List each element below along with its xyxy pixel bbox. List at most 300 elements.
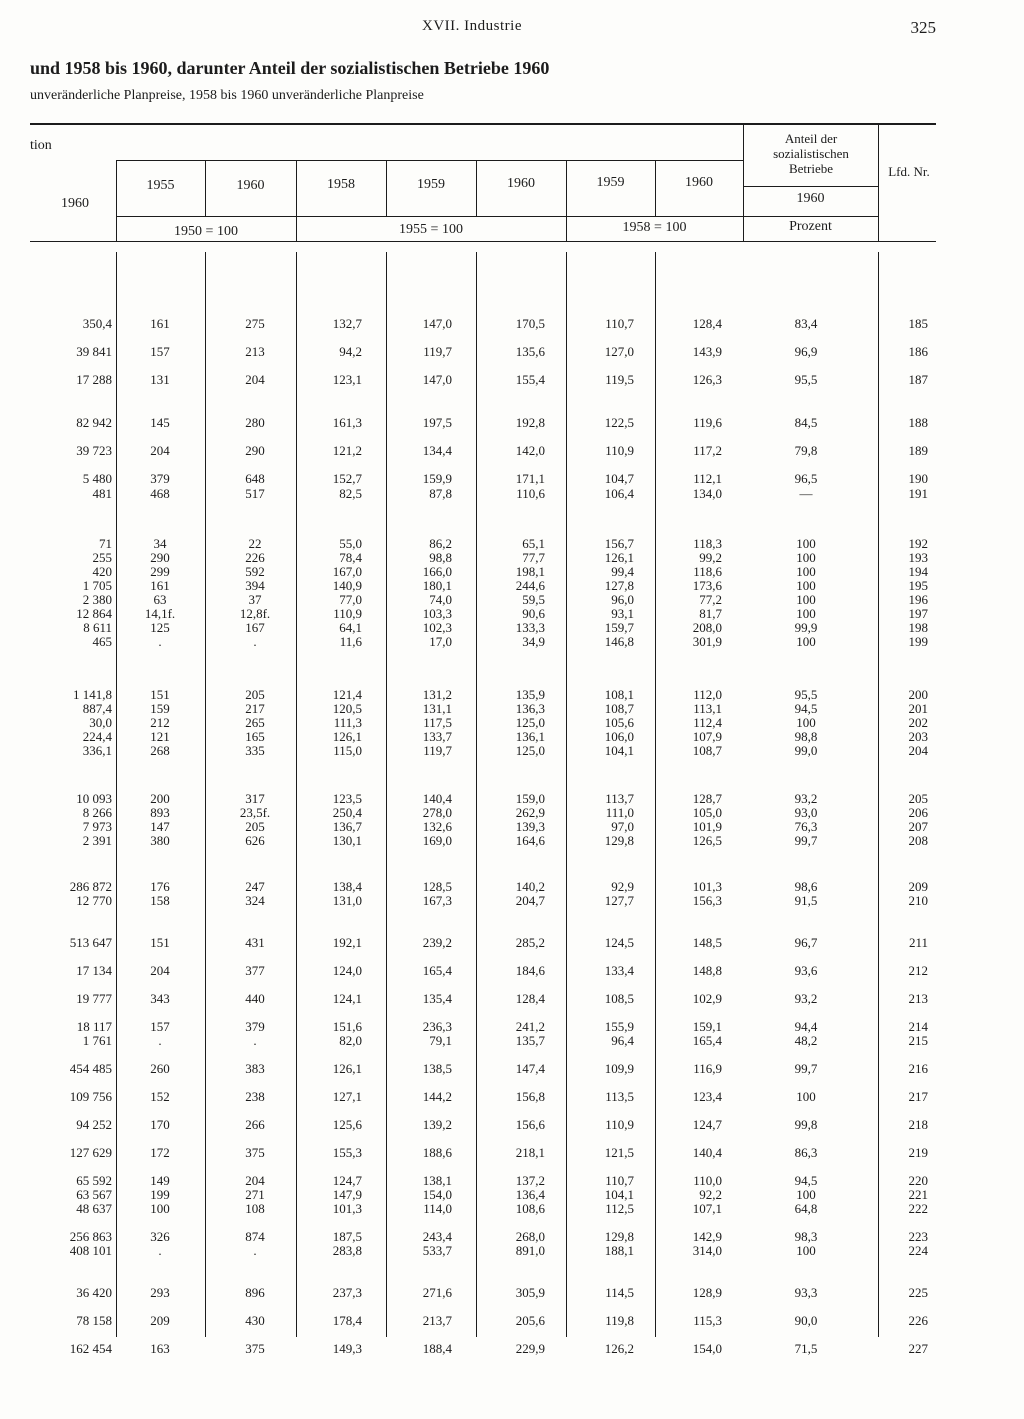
cell-lfd-nr: 198 — [908, 620, 928, 635]
cell-idx-1960-on-1955: 305,9 — [515, 1285, 545, 1300]
cell-value-1960: 420 — [92, 564, 112, 579]
cell-share-socialist: 99,7 — [794, 833, 818, 848]
cell-idx-1960-on-1958: 173,6 — [692, 578, 722, 593]
cell-idx-1959-on-1955: 139,2 — [422, 1117, 452, 1132]
cell-idx-1955-on-1950: 290 — [150, 550, 170, 565]
cell-share-socialist: 100 — [796, 634, 816, 649]
cell-idx-1960-on-1958: 112,0 — [693, 687, 722, 702]
cell-value-1960: 162 454 — [69, 1341, 112, 1356]
cell-idx-1959-on-1955: 131,2 — [422, 687, 452, 702]
lfd-nr-header: Lfd. Nr. — [888, 164, 930, 179]
cell-value-1960: 127 629 — [69, 1145, 112, 1160]
cell-value-1960: 255 — [92, 550, 112, 565]
cell-idx-1955-on-1950: 268 — [150, 743, 170, 758]
column-divider — [296, 252, 297, 1337]
cell-idx-1960-on-1958: 126,5 — [692, 833, 722, 848]
cell-idx-1958-on-1955: 121,2 — [332, 443, 362, 458]
cell-idx-1959-on-1958: 104,1 — [604, 743, 634, 758]
cell-idx-1960-on-1950: 167 — [245, 620, 265, 635]
cell-lfd-nr: 206 — [908, 805, 928, 820]
cell-idx-1960-on-1950: 205 — [245, 687, 265, 702]
cell-lfd-nr: 205 — [908, 791, 928, 806]
cell-idx-1959-on-1955: 86,2 — [429, 536, 452, 551]
cell-idx-1959-on-1958: 111,0 — [605, 805, 634, 820]
cell-idx-1959-on-1955: 138,1 — [422, 1173, 452, 1188]
cell-share-socialist: 95,5 — [794, 687, 818, 702]
cell-idx-1955-on-1950: 157 — [150, 344, 170, 359]
cell-idx-1960-on-1950: 375 — [245, 1145, 265, 1160]
cell-idx-1959-on-1955: 144,2 — [422, 1089, 452, 1104]
cell-idx-1955-on-1950: 161 — [150, 316, 170, 331]
cell-value-1960: 30,0 — [89, 715, 112, 730]
cell-idx-1955-on-1950: 100 — [150, 1201, 170, 1216]
cell-idx-1959-on-1958: 129,8 — [604, 1229, 634, 1244]
cell-idx-1959-on-1955: 197,5 — [422, 415, 452, 430]
cell-idx-1955-on-1950: 14,1f. — [144, 606, 176, 621]
cell-lfd-nr: 227 — [908, 1341, 928, 1356]
cell-idx-1959-on-1958: 106,0 — [604, 729, 634, 744]
cell-idx-1960-on-1958: 118,3 — [693, 536, 722, 551]
cell-idx-1960-on-1958: 92,2 — [699, 1187, 722, 1202]
cell-idx-1959-on-1955: 271,6 — [422, 1285, 452, 1300]
col0-year-header: 1960 — [61, 196, 89, 211]
cell-idx-1958-on-1955: 136,7 — [332, 819, 362, 834]
cell-idx-1960-on-1950: 204 — [245, 372, 265, 387]
cell-share-socialist: 94,5 — [794, 701, 818, 716]
cell-idx-1960-on-1955: 125,0 — [515, 743, 545, 758]
year-group-rule — [116, 160, 743, 161]
cell-idx-1955-on-1950: 200 — [150, 791, 170, 806]
g2-base-header: 1955 = 100 — [399, 222, 463, 237]
cell-idx-1959-on-1958: 97,0 — [611, 819, 634, 834]
cell-value-1960: 10 093 — [76, 791, 112, 806]
cell-idx-1959-on-1958: 127,0 — [604, 344, 634, 359]
cell-idx-1960-on-1958: 105,0 — [692, 805, 722, 820]
cell-idx-1960-on-1955: 128,4 — [515, 991, 545, 1006]
cell-idx-1960-on-1955: 90,6 — [522, 606, 545, 621]
cell-idx-1960-on-1958: 143,9 — [692, 344, 722, 359]
cell-idx-1959-on-1958: 110,7 — [605, 1173, 634, 1188]
cell-idx-1958-on-1955: 123,5 — [332, 791, 362, 806]
cell-idx-1960-on-1958: 115,3 — [693, 1313, 722, 1328]
cell-share-socialist: — — [799, 486, 813, 501]
cell-idx-1958-on-1955: 121,4 — [332, 687, 362, 702]
cell-idx-1955-on-1950: 149 — [150, 1173, 170, 1188]
cell-share-socialist: 100 — [796, 715, 816, 730]
cell-idx-1960-on-1950: 213 — [245, 344, 265, 359]
cell-lfd-nr: 211 — [908, 935, 928, 950]
cell-value-1960: 8 611 — [83, 620, 112, 635]
cell-value-1960: 887,4 — [82, 701, 112, 716]
cell-idx-1959-on-1955: 98,8 — [429, 550, 452, 565]
cell-idx-1958-on-1955: 82,5 — [339, 486, 362, 501]
cell-idx-1959-on-1955: 180,1 — [422, 578, 452, 593]
cell-share-socialist: 91,5 — [794, 893, 818, 908]
cell-idx-1959-on-1955: 134,4 — [422, 443, 452, 458]
cell-value-1960: 65 592 — [76, 1173, 112, 1188]
cell-value-1960: 19 777 — [76, 991, 112, 1006]
cell-idx-1959-on-1958: 119,5 — [605, 372, 634, 387]
cell-value-1960: 336,1 — [82, 743, 112, 758]
cell-idx-1959-on-1955: 114,0 — [423, 1201, 452, 1216]
cell-lfd-nr: 187 — [908, 372, 928, 387]
cell-idx-1960-on-1950: 108 — [245, 1201, 265, 1216]
cell-idx-1960-on-1958: 119,6 — [693, 415, 722, 430]
cell-idx-1960-on-1955: 133,3 — [515, 620, 545, 635]
cell-idx-1958-on-1955: 11,6 — [339, 634, 362, 649]
cell-idx-1955-on-1950: 131 — [150, 372, 170, 387]
cell-idx-1960-on-1955: 164,6 — [515, 833, 545, 848]
cell-idx-1955-on-1950: 260 — [150, 1061, 170, 1076]
cell-idx-1958-on-1955: 82,0 — [339, 1033, 362, 1048]
cell-lfd-nr: 191 — [908, 486, 928, 501]
cell-idx-1955-on-1950: 293 — [150, 1285, 170, 1300]
cell-lfd-nr: 197 — [908, 606, 928, 621]
cell-idx-1958-on-1955: 130,1 — [332, 833, 362, 848]
cell-idx-1955-on-1950: 159 — [150, 701, 170, 716]
cell-idx-1955-on-1950: 121 — [150, 729, 170, 744]
share-unit-header: Prozent — [789, 219, 832, 234]
cell-idx-1960-on-1955: 262,9 — [515, 805, 545, 820]
cell-share-socialist: 93,0 — [794, 805, 818, 820]
cell-lfd-nr: 192 — [908, 536, 928, 551]
cell-share-socialist: 76,3 — [794, 819, 818, 834]
stub-label: tion — [30, 138, 52, 153]
column-divider — [205, 252, 206, 1337]
cell-idx-1959-on-1955: 128,5 — [422, 879, 452, 894]
cell-idx-1960-on-1950: 238 — [245, 1089, 265, 1104]
cell-idx-1958-on-1955: 155,3 — [332, 1145, 362, 1160]
cell-idx-1958-on-1955: 167,0 — [332, 564, 362, 579]
cell-idx-1955-on-1950: 326 — [150, 1229, 170, 1244]
cell-idx-1959-on-1958: 93,1 — [611, 606, 634, 621]
cell-idx-1960-on-1950: 626 — [245, 833, 265, 848]
g3-year2-header: 1960 — [685, 175, 713, 190]
cell-idx-1959-on-1958: 96,0 — [611, 592, 634, 607]
cell-share-socialist: 99,9 — [794, 620, 818, 635]
g1-base-header: 1950 = 100 — [174, 224, 238, 239]
cell-idx-1958-on-1955: 111,3 — [333, 715, 362, 730]
cell-idx-1958-on-1955: 140,9 — [332, 578, 362, 593]
column-divider — [386, 252, 387, 1337]
cell-idx-1959-on-1958: 112,5 — [605, 1201, 634, 1216]
cell-idx-1955-on-1950: 204 — [150, 443, 170, 458]
cell-idx-1959-on-1955: 243,4 — [422, 1229, 452, 1244]
cell-value-1960: 465 — [92, 634, 112, 649]
cell-idx-1959-on-1958: 124,5 — [604, 935, 634, 950]
cell-idx-1958-on-1955: 161,3 — [332, 415, 362, 430]
cell-idx-1960-on-1958: 107,9 — [692, 729, 722, 744]
cell-share-socialist: 99,7 — [794, 1061, 818, 1076]
cell-idx-1960-on-1958: 148,8 — [692, 963, 722, 978]
cell-value-1960: 36 420 — [76, 1285, 112, 1300]
cell-idx-1955-on-1950: 147 — [150, 819, 170, 834]
cell-idx-1960-on-1955: 171,1 — [515, 471, 545, 486]
cell-idx-1960-on-1958: 101,3 — [692, 879, 722, 894]
cell-idx-1959-on-1958: 127,7 — [604, 893, 634, 908]
cell-idx-1959-on-1955: 147,0 — [422, 316, 452, 331]
cell-lfd-nr: 222 — [908, 1201, 928, 1216]
cell-idx-1960-on-1950: 375 — [245, 1341, 265, 1356]
cell-idx-1955-on-1950: . — [158, 1243, 162, 1258]
cell-share-socialist: 100 — [796, 564, 816, 579]
cell-idx-1955-on-1950: 343 — [150, 991, 170, 1006]
cell-idx-1959-on-1955: 154,0 — [422, 1187, 452, 1202]
cell-idx-1959-on-1955: 166,0 — [422, 564, 452, 579]
cell-idx-1959-on-1955: 117,5 — [423, 715, 452, 730]
cell-value-1960: 71 — [99, 536, 112, 551]
cell-idx-1960-on-1955: 159,0 — [515, 791, 545, 806]
cell-share-socialist: 93,3 — [794, 1285, 818, 1300]
cell-lfd-nr: 194 — [908, 564, 928, 579]
cell-idx-1959-on-1958: 127,8 — [604, 578, 634, 593]
cell-lfd-nr: 208 — [908, 833, 928, 848]
cell-share-socialist: 79,8 — [794, 443, 818, 458]
cell-idx-1955-on-1950: 63 — [153, 592, 167, 607]
cell-share-socialist: 100 — [796, 550, 816, 565]
cell-idx-1960-on-1955: 241,2 — [515, 1019, 545, 1034]
cell-idx-1959-on-1958: 126,2 — [604, 1341, 634, 1356]
g1-year2-header: 1960 — [236, 178, 265, 193]
cell-idx-1959-on-1958: 119,8 — [605, 1313, 634, 1328]
cell-share-socialist: 93,6 — [794, 963, 818, 978]
cell-value-1960: 17 134 — [76, 963, 112, 978]
cell-idx-1955-on-1950: 161 — [150, 578, 170, 593]
cell-idx-1960-on-1950: 280 — [245, 415, 265, 430]
cell-share-socialist: 99,8 — [794, 1117, 818, 1132]
share-year-header: 1960 — [796, 191, 825, 206]
cell-idx-1960-on-1955: 156,8 — [515, 1089, 545, 1104]
cell-idx-1960-on-1958: 108,7 — [692, 743, 722, 758]
cell-share-socialist: 71,5 — [794, 1341, 818, 1356]
cell-idx-1959-on-1955: 103,3 — [422, 606, 452, 621]
cell-idx-1960-on-1950: 317 — [245, 791, 265, 806]
cell-idx-1960-on-1958: 128,7 — [692, 791, 722, 806]
cell-idx-1960-on-1958: 113,1 — [693, 701, 722, 716]
cell-idx-1958-on-1955: 120,5 — [332, 701, 362, 716]
cell-idx-1960-on-1950: 592 — [245, 564, 265, 579]
cell-idx-1960-on-1950: 379 — [245, 1019, 265, 1034]
cell-idx-1960-on-1958: 118,6 — [693, 564, 722, 579]
cell-idx-1959-on-1958: 122,5 — [604, 415, 634, 430]
cell-idx-1959-on-1958: 108,1 — [604, 687, 634, 702]
cell-idx-1959-on-1958: 188,1 — [604, 1243, 634, 1258]
cell-idx-1955-on-1950: . — [158, 1033, 162, 1048]
cell-idx-1960-on-1955: 268,0 — [515, 1229, 545, 1244]
cell-idx-1960-on-1958: 107,1 — [692, 1201, 722, 1216]
cell-idx-1960-on-1958: 140,4 — [692, 1145, 722, 1160]
cell-idx-1955-on-1950: 145 — [150, 415, 170, 430]
cell-idx-1959-on-1955: 79,1 — [429, 1033, 452, 1048]
cell-idx-1959-on-1958: 104,7 — [604, 471, 634, 486]
cell-idx-1959-on-1955: 17,0 — [429, 634, 452, 649]
cell-idx-1955-on-1950: 212 — [150, 715, 170, 730]
cell-idx-1959-on-1958: 110,9 — [605, 1117, 634, 1132]
cell-value-1960: 224,4 — [82, 729, 112, 744]
cell-share-socialist: 100 — [796, 536, 816, 551]
cell-idx-1960-on-1955: 110,6 — [516, 486, 545, 501]
cell-idx-1960-on-1950: 271 — [245, 1187, 265, 1202]
cell-idx-1955-on-1950: 125 — [150, 620, 170, 635]
cell-idx-1959-on-1958: 156,7 — [604, 536, 634, 551]
cell-idx-1959-on-1958: 126,1 — [604, 550, 634, 565]
cell-share-socialist: 100 — [796, 1243, 816, 1258]
cell-idx-1960-on-1958: 128,9 — [692, 1285, 722, 1300]
column-divider — [878, 252, 879, 1337]
page-number: 325 — [910, 18, 936, 37]
cell-idx-1960-on-1958: 77,2 — [699, 592, 722, 607]
cell-idx-1958-on-1955: 77,0 — [339, 592, 362, 607]
cell-idx-1958-on-1955: 124,1 — [332, 991, 362, 1006]
cell-idx-1958-on-1955: 132,7 — [332, 316, 362, 331]
cell-idx-1960-on-1958: 301,9 — [692, 634, 722, 649]
cell-idx-1960-on-1955: 136,1 — [515, 729, 545, 744]
cell-idx-1958-on-1955: 126,1 — [332, 729, 362, 744]
cell-value-1960: 1 705 — [82, 578, 112, 593]
cell-share-socialist: 94,5 — [794, 1173, 818, 1188]
top-rule — [30, 123, 936, 125]
cell-idx-1960-on-1955: 137,2 — [515, 1173, 545, 1188]
cell-value-1960: 109 756 — [69, 1089, 112, 1104]
cell-idx-1960-on-1950: 430 — [245, 1313, 265, 1328]
cell-idx-1955-on-1950: 199 — [150, 1187, 170, 1202]
cell-share-socialist: 100 — [796, 606, 816, 621]
cell-idx-1959-on-1955: 147,0 — [422, 372, 452, 387]
cell-idx-1959-on-1955: 533,7 — [422, 1243, 452, 1258]
cell-idx-1960-on-1958: 314,0 — [692, 1243, 722, 1258]
cell-value-1960: 286 872 — [69, 879, 112, 894]
cell-value-1960: 454 485 — [69, 1061, 112, 1076]
cell-idx-1960-on-1950: 12,8f. — [239, 606, 271, 621]
cell-idx-1960-on-1958: 154,0 — [692, 1341, 722, 1356]
cell-idx-1959-on-1958: 110,9 — [605, 443, 634, 458]
cell-lfd-nr: 210 — [908, 893, 928, 908]
cell-idx-1959-on-1958: 96,4 — [611, 1033, 634, 1048]
cell-idx-1958-on-1955: 110,9 — [333, 606, 362, 621]
cell-lfd-nr: 195 — [908, 578, 928, 593]
cell-idx-1960-on-1958: 165,4 — [692, 1033, 722, 1048]
cell-share-socialist: 98,8 — [794, 729, 818, 744]
cell-share-socialist: 100 — [796, 1187, 816, 1202]
header-bottom-rule — [30, 241, 936, 242]
cell-idx-1960-on-1955: 140,2 — [515, 879, 545, 894]
cell-lfd-nr: 199 — [908, 634, 928, 649]
g3-base-header: 1958 = 100 — [622, 220, 687, 235]
cell-idx-1959-on-1955: 140,4 — [422, 791, 452, 806]
cell-idx-1960-on-1955: 147,4 — [515, 1061, 545, 1076]
cell-idx-1959-on-1958: 104,1 — [604, 1187, 634, 1202]
cell-lfd-nr: 224 — [908, 1243, 928, 1258]
cell-idx-1960-on-1958: 117,2 — [693, 443, 722, 458]
cell-idx-1959-on-1958: 113,5 — [605, 1089, 634, 1104]
cell-value-1960: 82 942 — [76, 415, 112, 430]
g2-year3-header: 1960 — [507, 176, 535, 191]
column-divider — [116, 252, 117, 1337]
cell-idx-1960-on-1950: 165 — [245, 729, 265, 744]
base-row-rule — [116, 216, 878, 217]
cell-share-socialist: 96,7 — [794, 935, 818, 950]
cell-idx-1955-on-1950: . — [158, 634, 162, 649]
column-divider — [655, 252, 656, 1337]
cell-value-1960: 18 117 — [76, 1019, 112, 1034]
cell-idx-1960-on-1950: 431 — [245, 935, 265, 950]
cell-idx-1960-on-1955: 204,7 — [515, 893, 545, 908]
cell-idx-1960-on-1950: 22 — [248, 536, 262, 551]
cell-idx-1958-on-1955: 124,7 — [332, 1173, 362, 1188]
cell-idx-1958-on-1955: 250,4 — [332, 805, 362, 820]
cell-idx-1959-on-1958: 92,9 — [611, 879, 634, 894]
cell-idx-1959-on-1958: 99,4 — [611, 564, 634, 579]
cell-idx-1960-on-1955: 218,1 — [515, 1145, 545, 1160]
column-divider — [566, 252, 567, 1337]
cell-idx-1960-on-1955: 155,4 — [515, 372, 545, 387]
cell-idx-1959-on-1958: 110,7 — [605, 316, 634, 331]
cell-idx-1959-on-1955: 87,8 — [429, 486, 452, 501]
cell-idx-1960-on-1955: 108,6 — [515, 1201, 545, 1216]
cell-share-socialist: 86,3 — [794, 1145, 818, 1160]
cell-idx-1960-on-1958: 126,3 — [692, 372, 722, 387]
cell-idx-1955-on-1950: 379 — [150, 471, 170, 486]
cell-idx-1955-on-1950: 176 — [150, 879, 170, 894]
cell-value-1960: 17 288 — [76, 372, 112, 387]
cell-idx-1958-on-1955: 101,3 — [332, 1201, 362, 1216]
cell-idx-1959-on-1955: 169,0 — [422, 833, 452, 848]
cell-idx-1960-on-1950: 275 — [245, 316, 265, 331]
cell-lfd-nr: 223 — [908, 1229, 928, 1244]
cell-lfd-nr: 221 — [908, 1187, 928, 1202]
cell-value-1960: 2 391 — [82, 833, 112, 848]
cell-value-1960: 408 101 — [69, 1243, 112, 1258]
cell-idx-1959-on-1955: 135,4 — [422, 991, 452, 1006]
cell-lfd-nr: 185 — [908, 316, 928, 331]
cell-idx-1955-on-1950: 152 — [150, 1089, 170, 1104]
share-header: Anteil der sozialistischen Betriebe — [773, 131, 849, 176]
cell-idx-1959-on-1958: 155,9 — [604, 1019, 634, 1034]
cell-lfd-nr: 220 — [908, 1173, 928, 1188]
cell-idx-1955-on-1950: 299 — [150, 564, 170, 579]
cell-idx-1960-on-1958: 102,9 — [692, 991, 722, 1006]
cell-value-1960: 5 480 — [82, 471, 112, 486]
g1-year1-header: 1955 — [146, 178, 175, 193]
cell-share-socialist: 96,5 — [794, 471, 818, 486]
cell-lfd-nr: 186 — [908, 344, 928, 359]
cell-idx-1959-on-1958: 108,5 — [604, 991, 634, 1006]
cell-lfd-nr: 204 — [908, 743, 928, 758]
cell-lfd-nr: 207 — [908, 819, 928, 834]
cell-idx-1959-on-1955: 119,7 — [423, 743, 452, 758]
cell-lfd-nr: 226 — [908, 1313, 928, 1328]
cell-idx-1960-on-1955: 34,9 — [522, 634, 545, 649]
cell-idx-1959-on-1958: 106,4 — [604, 486, 634, 501]
column-divider — [476, 252, 477, 1337]
cell-idx-1958-on-1955: 237,3 — [332, 1285, 362, 1300]
cell-share-socialist: 64,8 — [794, 1201, 818, 1216]
cell-idx-1959-on-1958: 121,5 — [604, 1145, 634, 1160]
cell-idx-1960-on-1958: 99,2 — [699, 550, 722, 565]
cell-share-socialist: 83,4 — [794, 316, 818, 331]
cell-value-1960: 63 567 — [76, 1187, 112, 1202]
cell-idx-1959-on-1958: 105,6 — [604, 715, 634, 730]
cell-share-socialist: 94,4 — [794, 1019, 818, 1034]
cell-idx-1960-on-1958: 123,4 — [692, 1089, 722, 1104]
cell-idx-1958-on-1955: 123,1 — [332, 372, 362, 387]
cell-idx-1960-on-1950: 648 — [245, 471, 265, 486]
cell-lfd-nr: 203 — [908, 729, 928, 744]
cell-idx-1960-on-1958: 148,5 — [692, 935, 722, 950]
cell-idx-1955-on-1950: 204 — [150, 963, 170, 978]
cell-idx-1960-on-1950: 266 — [245, 1117, 265, 1132]
cell-idx-1960-on-1950: 377 — [245, 963, 265, 978]
